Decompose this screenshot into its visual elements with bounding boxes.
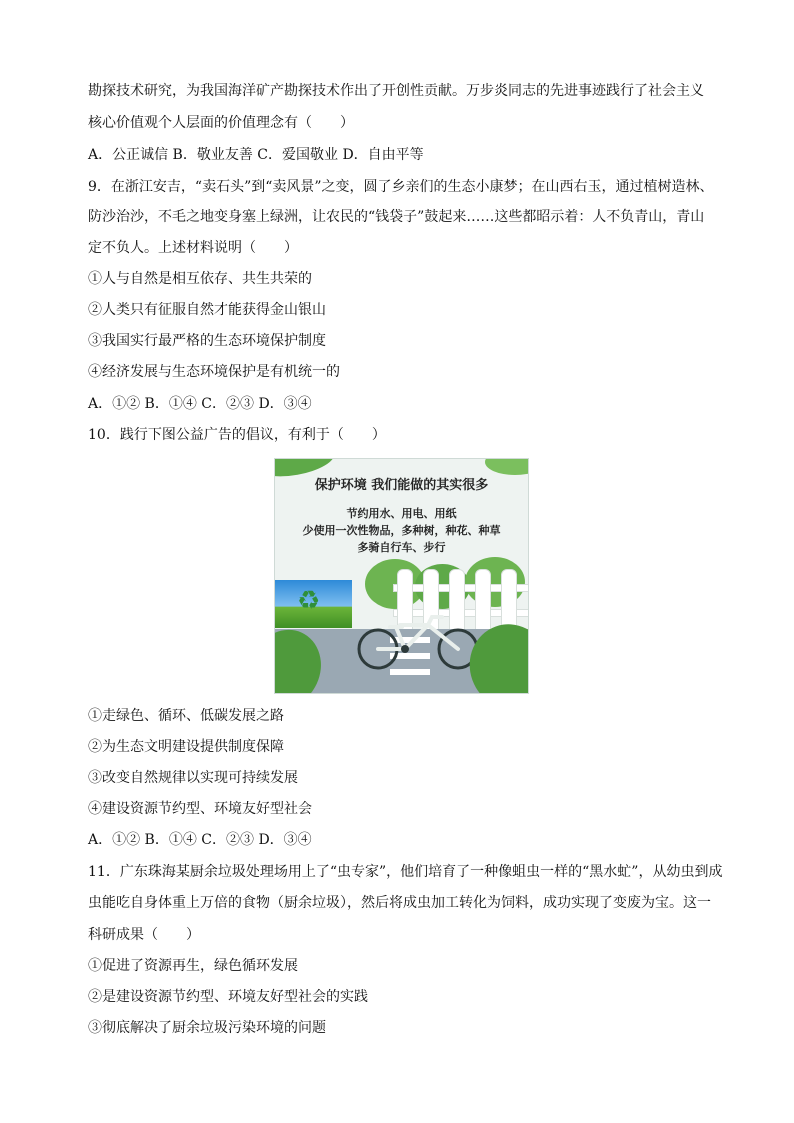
text-line: 核心价值观个人层面的价值理念有（ ） <box>88 115 354 131</box>
text-line: 勘探技术研究，为我国海洋矿产勘探技术作出了开创性贡献。万步炎同志的先进事迹践行了社会主义 <box>88 83 704 99</box>
statement-2: ②是建设资源节约型、环境友好型社会的实践 <box>88 989 368 1005</box>
text-line: 科研成果（ ） <box>88 927 200 943</box>
leaf-decoration <box>485 458 529 475</box>
text-line: 定不负人。上述材料说明（ ） <box>88 240 298 256</box>
public-service-poster <box>274 458 529 694</box>
recycle-picture <box>275 580 352 628</box>
text-line: 虫能吃自身体重上万倍的食物（厨余垃圾），然后将成虫加工转化为饲料，成功实现了变废为宝。这一 <box>88 895 711 911</box>
options-q10: A．①② B．①④ C．②③ D．③④ <box>88 832 312 848</box>
recycle-icon: ♻ <box>297 586 321 616</box>
statement-1: ①走绿色、循环、低碳发展之路 <box>88 708 284 724</box>
statement-3: ③改变自然规律以实现可持续发展 <box>88 770 298 786</box>
statement-4: ④建设资源节约型、环境友好型社会 <box>88 801 312 817</box>
question-11: 11．广东珠海某厨余垃圾处理场用上了“虫专家”，他们培育了一种像蛆虫一样的“黑水虻”，从幼虫到成 <box>88 864 723 880</box>
question-9: 9．在浙江安吉，“卖石头”到“卖风景”之变，圆了乡亲们的生态小康梦；在山西右玉，通过植树造林、 <box>88 179 714 195</box>
statement-4: ④经济发展与生态环境保护是有机统一的 <box>88 364 340 380</box>
poster-item: 多骑自行车、步行 <box>357 541 446 554</box>
options-q9: A．①② B．①④ C．②③ D．③④ <box>88 396 312 412</box>
poster-title: 保护环境 我们能做的其实很多 <box>314 478 489 493</box>
poster-item: 少使用一次性物品，多种树，种花、种草 <box>302 524 501 537</box>
statement-1: ①人与自然是相互依存、共生共荣的 <box>88 271 312 287</box>
statement-1: ①促进了资源再生，绿色循环发展 <box>88 958 298 974</box>
statement-3: ③我国实行最严格的生态环境保护制度 <box>88 333 326 349</box>
poster-item: 节约用水、用电、用纸 <box>346 507 457 520</box>
text-line: 防沙治沙，不毛之地变身塞上绿洲，让农民的“钱袋子”鼓起来……这些都昭示着：人不负青山，青山 <box>88 209 705 225</box>
statement-3: ③彻底解决了厨余垃圾污染环境的问题 <box>88 1020 326 1036</box>
statement-2: ②人类只有征服自然才能获得金山银山 <box>88 302 326 318</box>
options-q8: A．公正诚信 B．敬业友善 C．爱国敬业 D．自由平等 <box>88 147 424 163</box>
statement-2: ②为生态文明建设提供制度保障 <box>88 739 284 755</box>
question-10: 10．践行下图公益广告的倡议，有利于（ ） <box>88 427 386 443</box>
fence-post <box>501 569 517 631</box>
